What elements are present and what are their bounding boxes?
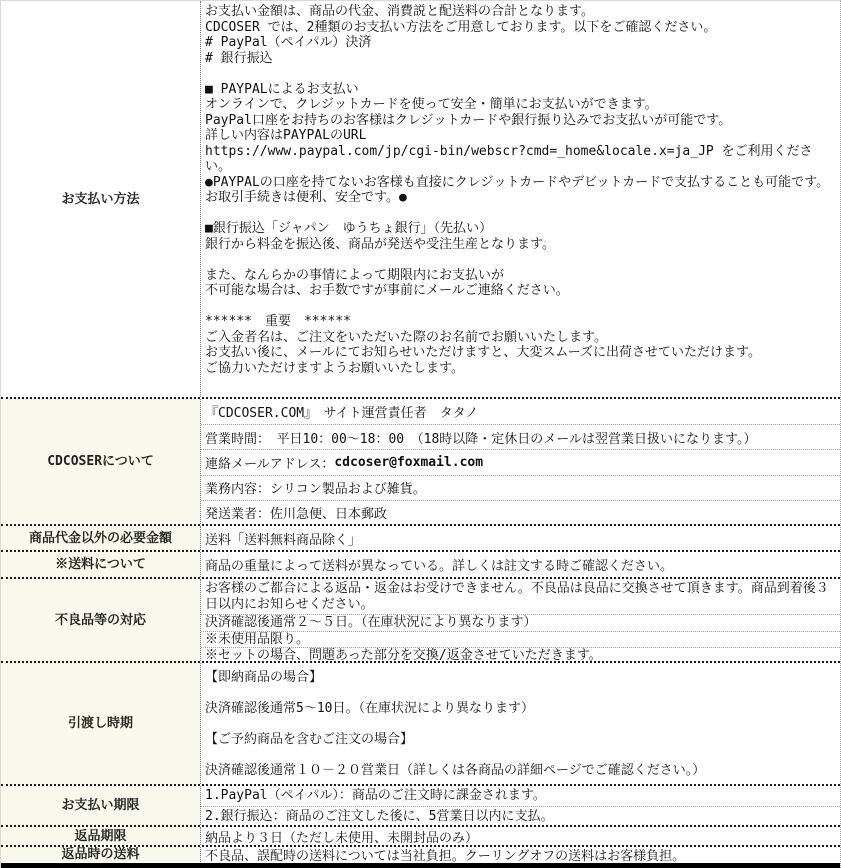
return-deadline-text: 納品より３日（ただし未使用、未開封品のみ） bbox=[205, 830, 479, 845]
defective-items-content bbox=[200, 579, 840, 661]
payment-deadline-content bbox=[200, 786, 840, 825]
row-other-fees bbox=[1, 524, 840, 550]
row-return-shipping bbox=[1, 845, 840, 862]
text-line: オンラインで、クレジットカードを使って安全・簡単にお支払いができます。 bbox=[205, 97, 658, 112]
about-cdcoser-content bbox=[200, 399, 840, 524]
delivery-time-content bbox=[200, 663, 840, 784]
text-line: # 銀行振込 bbox=[205, 50, 273, 66]
text-line: お客様のご都合による返品・返金はお受けできません。不良品は良品に交換させて頂きます。商品到着後３日以内にお知らせください。 bbox=[205, 581, 829, 612]
header-return-deadline: 返品期限 bbox=[1, 827, 200, 845]
text-line bbox=[205, 686, 838, 702]
about-business-description bbox=[201, 475, 840, 500]
row-about-cdcoser bbox=[1, 397, 840, 524]
shipping-note-content bbox=[200, 552, 840, 577]
text-line: CDCOSER では、2種類のお支払い方法をご用意しております。以下をご確認ください。 bbox=[205, 19, 717, 35]
row-shipping-note bbox=[1, 550, 840, 577]
text-line: ■ PAYPALによるお支払い bbox=[205, 81, 359, 97]
text-line bbox=[205, 299, 838, 315]
return-shipping-text: 不良品、誤配時の送料については当社負担。クーリングオフの送料はお客様負担。 bbox=[205, 849, 686, 862]
row-payment-deadline bbox=[1, 784, 840, 825]
header-delivery-time: 引渡し時期 bbox=[1, 663, 200, 784]
other-fees-text: 送料「送料無料商品除く」 bbox=[205, 532, 362, 548]
text-line: # PayPal（ペイパル）決済 bbox=[205, 35, 372, 50]
text-line: お支払い後に、メールにてお知らせいただけますと、大変スムーズに出荷させていただけます。 bbox=[205, 345, 762, 360]
text-line: また、なんらかの事情によって期限内にお支払いが bbox=[205, 267, 505, 283]
row-return-deadline bbox=[1, 825, 840, 845]
text-line bbox=[205, 206, 838, 222]
text-line: ****** 重要 ****** bbox=[205, 314, 351, 329]
header-other-fees: 商品代金以外の必要金額 bbox=[1, 526, 200, 550]
text-line: 【ご予約商品を含むご注文の場合】 bbox=[205, 732, 414, 747]
text-line: ■銀行振込「ジャパン ゆうちょ銀行」（先払い） bbox=[205, 221, 493, 236]
business-description-text: 業務内容：シリコン製品および雑貨。 bbox=[205, 482, 426, 498]
text-line bbox=[205, 717, 838, 733]
text-line bbox=[205, 66, 838, 82]
row-payment-method bbox=[1, 1, 840, 397]
text-line: ※未使用品限り。 bbox=[201, 631, 840, 648]
header-defective-items: 不良品等の対応 bbox=[1, 579, 200, 661]
text-line: https://www.paypal.com/jp/cgi-bin/webscr?cmd=_home&locale.x=ja_JP をご利用ください。 bbox=[205, 143, 813, 174]
text-line: ●PAYPALの口座を持てないお客様も直接にクレジットカードやデビットカードで支払することも可能です。 bbox=[205, 174, 830, 190]
text-line: 不可能な場合は、お手数ですが事前にメールご連絡ください。 bbox=[205, 283, 569, 298]
about-shippers bbox=[201, 500, 840, 524]
business-hours-text: 営業時間： 平日10：00～18：00 （18時以降・定休日のメールは翌営業日扱いになります。） bbox=[205, 431, 757, 447]
text-line: 銀行から料金を振込後、商品が発送や受注生産となります。 bbox=[205, 236, 555, 252]
header-payment-deadline: お支払い期限 bbox=[1, 786, 200, 825]
row-defective-items bbox=[1, 577, 840, 661]
text-line bbox=[205, 252, 838, 268]
other-fees-content bbox=[200, 526, 840, 550]
return-deadline-content bbox=[200, 827, 840, 845]
text-line: PayPal口座をお持ちのお客様はクレジットカードや銀行振り込みでお支払いが可能です。 bbox=[205, 112, 732, 128]
bottom-divider-bar bbox=[1, 863, 840, 868]
about-business-hours bbox=[201, 424, 840, 449]
text-line: 2.銀行振込：商品のご注文した後に、5営業日以内に支払。 bbox=[201, 806, 840, 826]
text-line: 決済確認後通常5～10日。（在庫状況により異なります） bbox=[205, 701, 534, 716]
text-line: 詳しい内容はPAYPALのURL bbox=[205, 128, 367, 143]
text-line: ※セットの場合、問題あった部分を交換/返金させていただきます。 bbox=[201, 647, 840, 661]
header-shipping-note: ※送料について bbox=[1, 552, 200, 577]
text-line: 決済確認後通常１０－２０営業日（詳しくは各商品の詳細ページでご確認ください。） bbox=[205, 763, 706, 778]
site-operator-text: 『CDCOSER.COM』 サイト運営責任者 タタノ bbox=[205, 406, 479, 422]
return-shipping-content bbox=[200, 847, 840, 862]
about-site-operator bbox=[201, 399, 840, 424]
text-line bbox=[205, 748, 838, 764]
text-line: ご協力いただけますようお願いいたします。 bbox=[205, 360, 464, 376]
row-delivery-time bbox=[1, 661, 840, 784]
contact-email-address: cdcoser@foxmail.com bbox=[334, 454, 484, 470]
text-line: 決済確認後通常２～５日。（在庫状況により異なります） bbox=[201, 614, 840, 631]
header-payment-method: お支払い方法 bbox=[1, 1, 200, 397]
shipping-note-text: 商品の重量によって送料が異なっている。詳しくは註文する時ご確認ください。 bbox=[205, 559, 674, 574]
text-line: ご入金者名は、ご注文をいただいた際のお名前でお願いいたします。 bbox=[205, 329, 607, 345]
contact-email-label: 連絡メールアドレス： bbox=[205, 456, 335, 472]
about-contact-email bbox=[201, 449, 840, 474]
text-line: お取引手続きは便利、安全です。● bbox=[205, 190, 407, 205]
text-line: 【即納商品の場合】 bbox=[205, 670, 323, 685]
header-about-cdcoser: CDCOSERについて bbox=[1, 399, 200, 524]
header-return-shipping: 返品時の送料 bbox=[1, 847, 200, 862]
text-line: 1.PayPal（ペイパル）：商品のご注文時に課金されます。 bbox=[205, 788, 546, 803]
payment-method-content bbox=[200, 1, 840, 397]
shippers-text: 発送業者：佐川急便、日本郵政 bbox=[205, 507, 388, 523]
text-line: お支払い金額は、商品の代金、消費説と配送料の合計となります。 bbox=[205, 4, 594, 19]
